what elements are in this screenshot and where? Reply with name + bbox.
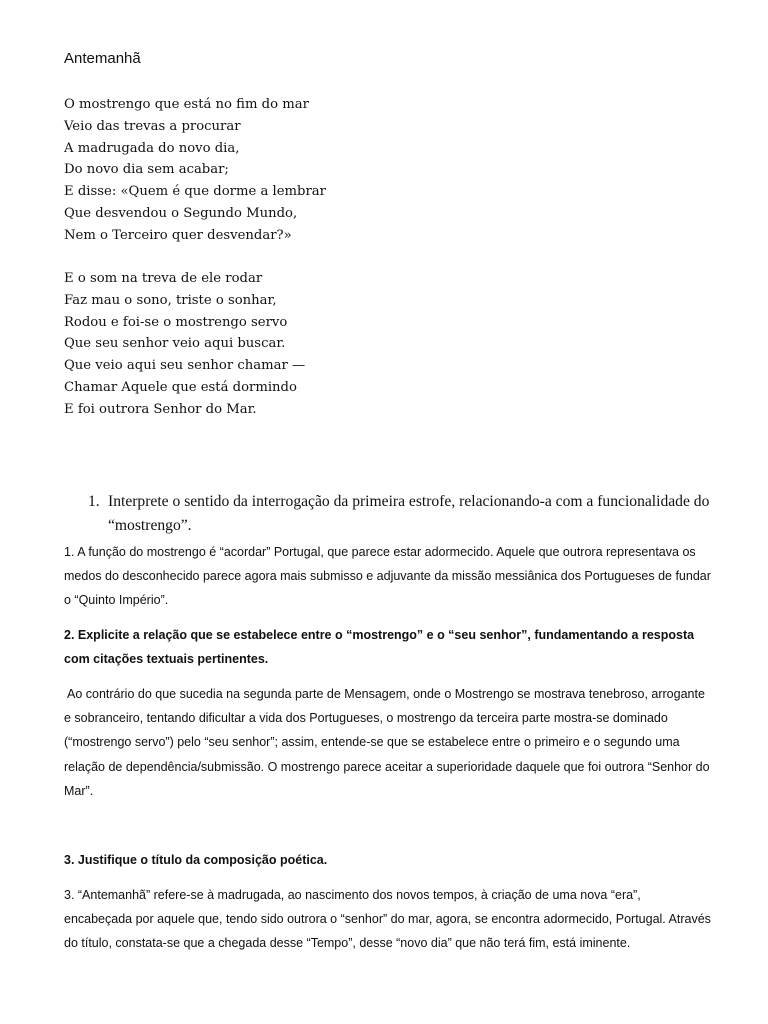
poem-stanza-2 <box>64 268 305 421</box>
question-1 <box>88 490 720 538</box>
question-2: 2. Explicite a relação que se estabelece entre o “mostrengo” e o “seu senhor”, fundamentando a resposta com citações textuais pertinentes. <box>64 628 695 667</box>
poem-line: Que veio aqui seu senhor chamar — <box>64 358 306 374</box>
poem-line: Veio das trevas a procurar <box>64 118 241 134</box>
poem-line: Nem o Terceiro quer desvendar?» <box>64 227 292 243</box>
poem-line: E foi outrora Senhor do Mar. <box>64 401 257 417</box>
answer-3: 3. “Antemanhã” refere-se à madrugada, ao nascimento dos novos tempos, à criação de uma nova “era”, encabeçada por aquele que, tendo sido outrora o “senhor” do mar, agora, se encontra adormecido, Portugal. Através do título, constata-se que a chegada desse “Tempo”, desse “novo dia” que não terá fim, está iminente. <box>64 888 711 951</box>
poem-line: Do novo dia sem acabar; <box>64 162 229 178</box>
poem-line: Que desvendou o Segundo Mundo, <box>64 205 298 221</box>
poem-line: O mostrengo que está no fim do mar <box>64 97 309 112</box>
poem-line: E o som na treva de ele rodar <box>64 271 263 286</box>
poem-line: A madrugada do novo dia, <box>64 140 240 156</box>
poem-stanza-1 <box>64 94 326 247</box>
answer-2: Ao contrário do que sucedia na segunda parte de Mensagem, onde o Mostrengo se mostrava tenebroso, arrogante e sobranceiro, tentando dificultar a vida dos Portugueses, o mostrengo da terceira parte mostra-se dominado (“mostrengo servo”) pelo “seu senhor”; assim, entende-se que se estabelece entre o primeiro e o segundo uma relação de dependência/submissão. O mostrengo parece aceitar a superioridade daquele que foi outrora “Senhor do Mar”. <box>64 687 710 798</box>
poem-line: Chamar Aquele que está dormindo <box>64 379 297 395</box>
poem-line: Faz mau o sono, triste o sonhar, <box>64 292 277 308</box>
poem-title: Antemanhã <box>64 50 141 67</box>
question-3: 3. Justifique o título da composição poética. <box>64 853 328 867</box>
poem-line: E disse: «Quem é que dorme a lembrar <box>64 184 326 200</box>
question-1-number: 1. <box>88 493 100 510</box>
poem-line: Rodou e foi-se o mostrengo servo <box>64 314 288 330</box>
poem-line: Que seu senhor veio aqui buscar. <box>64 336 286 352</box>
question-1-text: Interprete o sentido da interrogação da primeira estrofe, relacionando-a com a funcionalidade do “mostrengo”. <box>108 493 710 534</box>
answer-1: 1. A função do mostrengo é “acordar” Portugal, que parece estar adormecido. Aquele que outrora representava os medos do desconhecido parece agora mais submisso e adjuvante da missão messiânica dos Portugueses de fundar o “Quinto Império”. <box>64 545 711 608</box>
